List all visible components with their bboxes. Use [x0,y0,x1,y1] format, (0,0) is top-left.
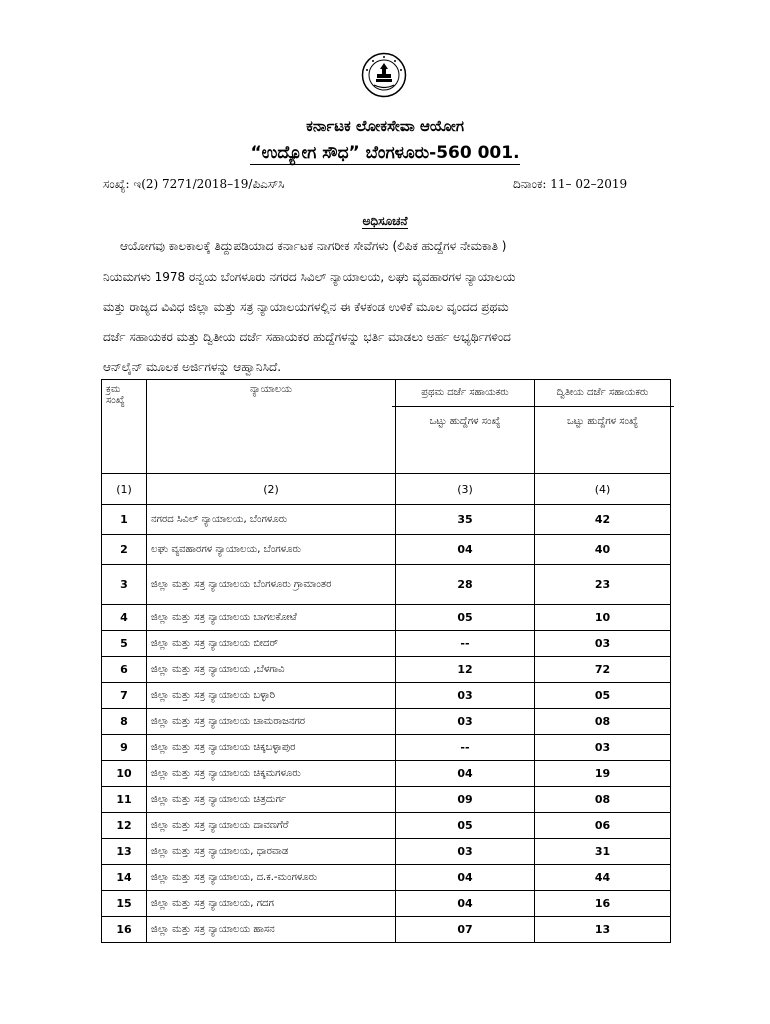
government-seal-icon [361,52,407,98]
row-court: ಜಿಲ್ಲಾ ಮತ್ತು ಸತ್ರ ನ್ಯಾಯಾಲಯ ದಾವಣಗೆರೆ [147,813,396,839]
row-sda-count: 08 [535,787,671,813]
row-fda-count: 07 [396,917,535,943]
row-fda-count: 09 [396,787,535,813]
header-sda: ದ್ವಿತೀಯ ದರ್ಜೆ ಸಹಾಯಕರು ಒಟ್ಟು ಹುದ್ದೆಗಳ ಸಂಖ್ಯೆ [535,380,671,474]
row-fda-count: 05 [396,813,535,839]
row-court: ಜಿಲ್ಲಾ ಮತ್ತು ಸತ್ರ ನ್ಯಾಯಾಲಯ ಹಾಸನ [147,917,396,943]
table-row [102,505,671,535]
table-row [102,605,671,631]
row-fda-count: -- [396,631,535,657]
row-sda-count: 31 [535,839,671,865]
organization-address: “ಉದ್ಯೋಗ ಸೌಧ” ಬೆಂಗಳೂರು-560 001. [250,143,520,163]
table-header-row [102,380,671,474]
col-number-3: (3) [396,474,535,505]
table-row [102,565,671,605]
row-fda-count: 35 [396,505,535,535]
row-court: ಲಘು ವ್ಯವಹಾರಗಳ ನ್ಯಾಯಾಲಯ, ಬೆಂಗಳೂರು [147,535,396,565]
col-number-2: (2) [147,474,396,505]
table-row [102,917,671,943]
column-number-row [102,474,671,505]
table-row [102,735,671,761]
notification-line-4: ದರ್ಜೆ ಸಹಾಯಕರ ಮತ್ತು ದ್ವಿತೀಯ ದರ್ಜೆ ಸಹಾಯಕರ ಹುದ್ದೆಗಳನ್ನು ಭರ್ತಿ ಮಾಡಲು ಅರ್ಹ ಅಭ್ಯರ್ಥಿಗಳಿಂದ [103,330,511,344]
table-row [102,709,671,735]
row-court: ಜಿಲ್ಲಾ ಮತ್ತು ಸತ್ರ ನ್ಯಾಯಾಲಯ ಚಿಕ್ಕಬಳ್ಳಾಪುರ [147,735,396,761]
row-court: ಜಿಲ್ಲಾ ಮತ್ತು ಸತ್ರ ನ್ಯಾಯಾಲಯ ಬಳ್ಳಾರಿ [147,683,396,709]
row-serial: 15 [102,891,147,917]
row-serial: 9 [102,735,147,761]
row-court: ಜಿಲ್ಲಾ ಮತ್ತು ಸತ್ರ ನ್ಯಾಯಾಲಯ, ದ.ಕ.-ಮಂಗಳೂರು [147,865,396,891]
row-serial: 13 [102,839,147,865]
col-number-1: (1) [102,474,147,505]
row-fda-count: 03 [396,683,535,709]
notification-line-2: ನಿಯಮಗಳು 1978 ರನ್ವಯ ಬೆಂಗಳೂರು ನಗರದ ಸಿವಿಲ್ ನ್ಯಾಯಾಲಯ, ಲಘು ವ್ಯವಹಾರಗಳ ನ್ಯಾಯಾಲಯ [103,270,516,284]
row-fda-count: -- [396,735,535,761]
row-court: ಜಿಲ್ಲಾ ಮತ್ತು ಸತ್ರ ನ್ಯಾಯಾಲಯ ಚಿಕ್ಕಮಗಳೂರು [147,761,396,787]
row-court: ಜಿಲ್ಲಾ ಮತ್ತು ಸತ್ರ ನ್ಯಾಯಾಲಯ, ಧಾರವಾಡ [147,839,396,865]
row-fda-count: 04 [396,865,535,891]
row-fda-count: 12 [396,657,535,683]
notification-line-3: ಮತ್ತು ರಾಜ್ಯದ ವಿವಿಧ ಜಿಲ್ಲಾ ಮತ್ತು ಸತ್ರ ನ್ಯಾಯಾಲಯಗಳಲ್ಲಿನ ಈ ಕೆಳಕಂಡ ಉಳಿಕೆ ಮೂಲ ವೃಂದದ ಪ್ರಥಮ [103,300,509,314]
row-serial: 7 [102,683,147,709]
row-court: ಜಿಲ್ಲಾ ಮತ್ತು ಸತ್ರ ನ್ಯಾಯಾಲಯ ಬೆಂಗಳೂರು ಗ್ರಾಮಾಂತರ [147,565,396,605]
row-sda-count: 08 [535,709,671,735]
row-fda-count: 04 [396,535,535,565]
row-sda-count: 03 [535,631,671,657]
row-fda-count: 03 [396,709,535,735]
row-serial: 8 [102,709,147,735]
row-serial: 16 [102,917,147,943]
row-fda-count: 03 [396,839,535,865]
col-number-4: (4) [535,474,671,505]
organization-name: ಕರ್ನಾಟಕ ಲೋಕಸೇವಾ ಆಯೋಗ [306,117,464,135]
row-fda-count: 05 [396,605,535,631]
row-sda-count: 06 [535,813,671,839]
row-sda-count: 72 [535,657,671,683]
row-sda-count: 03 [535,735,671,761]
row-serial: 3 [102,565,147,605]
row-sda-count: 40 [535,535,671,565]
row-serial: 10 [102,761,147,787]
row-serial: 6 [102,657,147,683]
row-fda-count: 04 [396,761,535,787]
notification-date: ದಿನಾಂಕ: 11– 02–2019 [513,177,628,191]
reference-number: ಸಂಖ್ಯೆ: ಇ(2) 7271/2018–19/ಪಿಎಸ್‌ಸಿ [103,177,285,191]
row-serial: 4 [102,605,147,631]
row-serial: 1 [102,505,147,535]
table-row [102,631,671,657]
table-row [102,787,671,813]
row-sda-count: 23 [535,565,671,605]
vacancy-table [101,379,671,943]
row-court: ಜಿಲ್ಲಾ ಮತ್ತು ಸತ್ರ ನ್ಯಾಯಾಲಯ ಬೀದರ್ [147,631,396,657]
row-sda-count: 44 [535,865,671,891]
row-serial: 2 [102,535,147,565]
header-serial: ಕ್ರಮ ಸಂಖ್ಯೆ [102,380,147,474]
row-serial: 11 [102,787,147,813]
row-court: ಜಿಲ್ಲಾ ಮತ್ತು ಸತ್ರ ನ್ಯಾಯಾಲಯ ಚಿತ್ರದುರ್ಗ [147,787,396,813]
row-serial: 14 [102,865,147,891]
row-sda-count: 16 [535,891,671,917]
header-court: ನ್ಯಾಯಾಲಯ [147,380,396,474]
row-sda-count: 42 [535,505,671,535]
table-row [102,761,671,787]
table-row [102,813,671,839]
notification-title: ಅಧಿಸೂಚನೆ [362,214,408,228]
notification-line-1: ಆಯೋಗವು ಕಾಲಕಾಲಕ್ಕೆ ತಿದ್ದುಪಡಿಯಾದ ಕರ್ನಾಟಕ ನಾಗರೀಕ ಸೇವೆಗಳು (ಲಿಪಿಕ ಹುದ್ದೆಗಳ ನೇಮಕಾತಿ ) [120,239,507,253]
notification-line-5: ಆನ್‌ಲೈನ್ ಮೂಲಕ ಅರ್ಜಿಗಳನ್ನು ಆಹ್ವಾನಿಸಿದೆ. [103,360,282,374]
row-court: ಜಿಲ್ಲಾ ಮತ್ತು ಸತ್ರ ನ್ಯಾಯಾಲಯ ,ಬೆಳಗಾವಿ [147,657,396,683]
header-fda: ಪ್ರಥಮ ದರ್ಜೆ ಸಹಾಯಕರು ಒಟ್ಟು ಹುದ್ದೆಗಳ ಸಂಖ್ಯೆ [396,380,535,474]
row-sda-count: 10 [535,605,671,631]
table-row [102,683,671,709]
row-serial: 5 [102,631,147,657]
row-court: ಜಿಲ್ಲಾ ಮತ್ತು ಸತ್ರ ನ್ಯಾಯಾಲಯ ಬಾಗಲಕೋಟೆ [147,605,396,631]
row-fda-count: 28 [396,565,535,605]
row-sda-count: 13 [535,917,671,943]
table-row [102,891,671,917]
row-court: ಜಿಲ್ಲಾ ಮತ್ತು ಸತ್ರ ನ್ಯಾಯಾಲಯ ಚಾಮರಾಜನಗರ [147,709,396,735]
row-sda-count: 05 [535,683,671,709]
row-sda-count: 19 [535,761,671,787]
row-fda-count: 04 [396,891,535,917]
table-row [102,865,671,891]
row-serial: 12 [102,813,147,839]
table-row [102,657,671,683]
row-court: ಜಿಲ್ಲಾ ಮತ್ತು ಸತ್ರ ನ್ಯಾಯಾಲಯ, ಗದಗ [147,891,396,917]
table-row [102,535,671,565]
table-row [102,839,671,865]
row-court: ನಗರದ ಸಿವಿಲ್ ನ್ಯಾಯಾಲಯ, ಬೆಂಗಳೂರು [147,505,396,535]
